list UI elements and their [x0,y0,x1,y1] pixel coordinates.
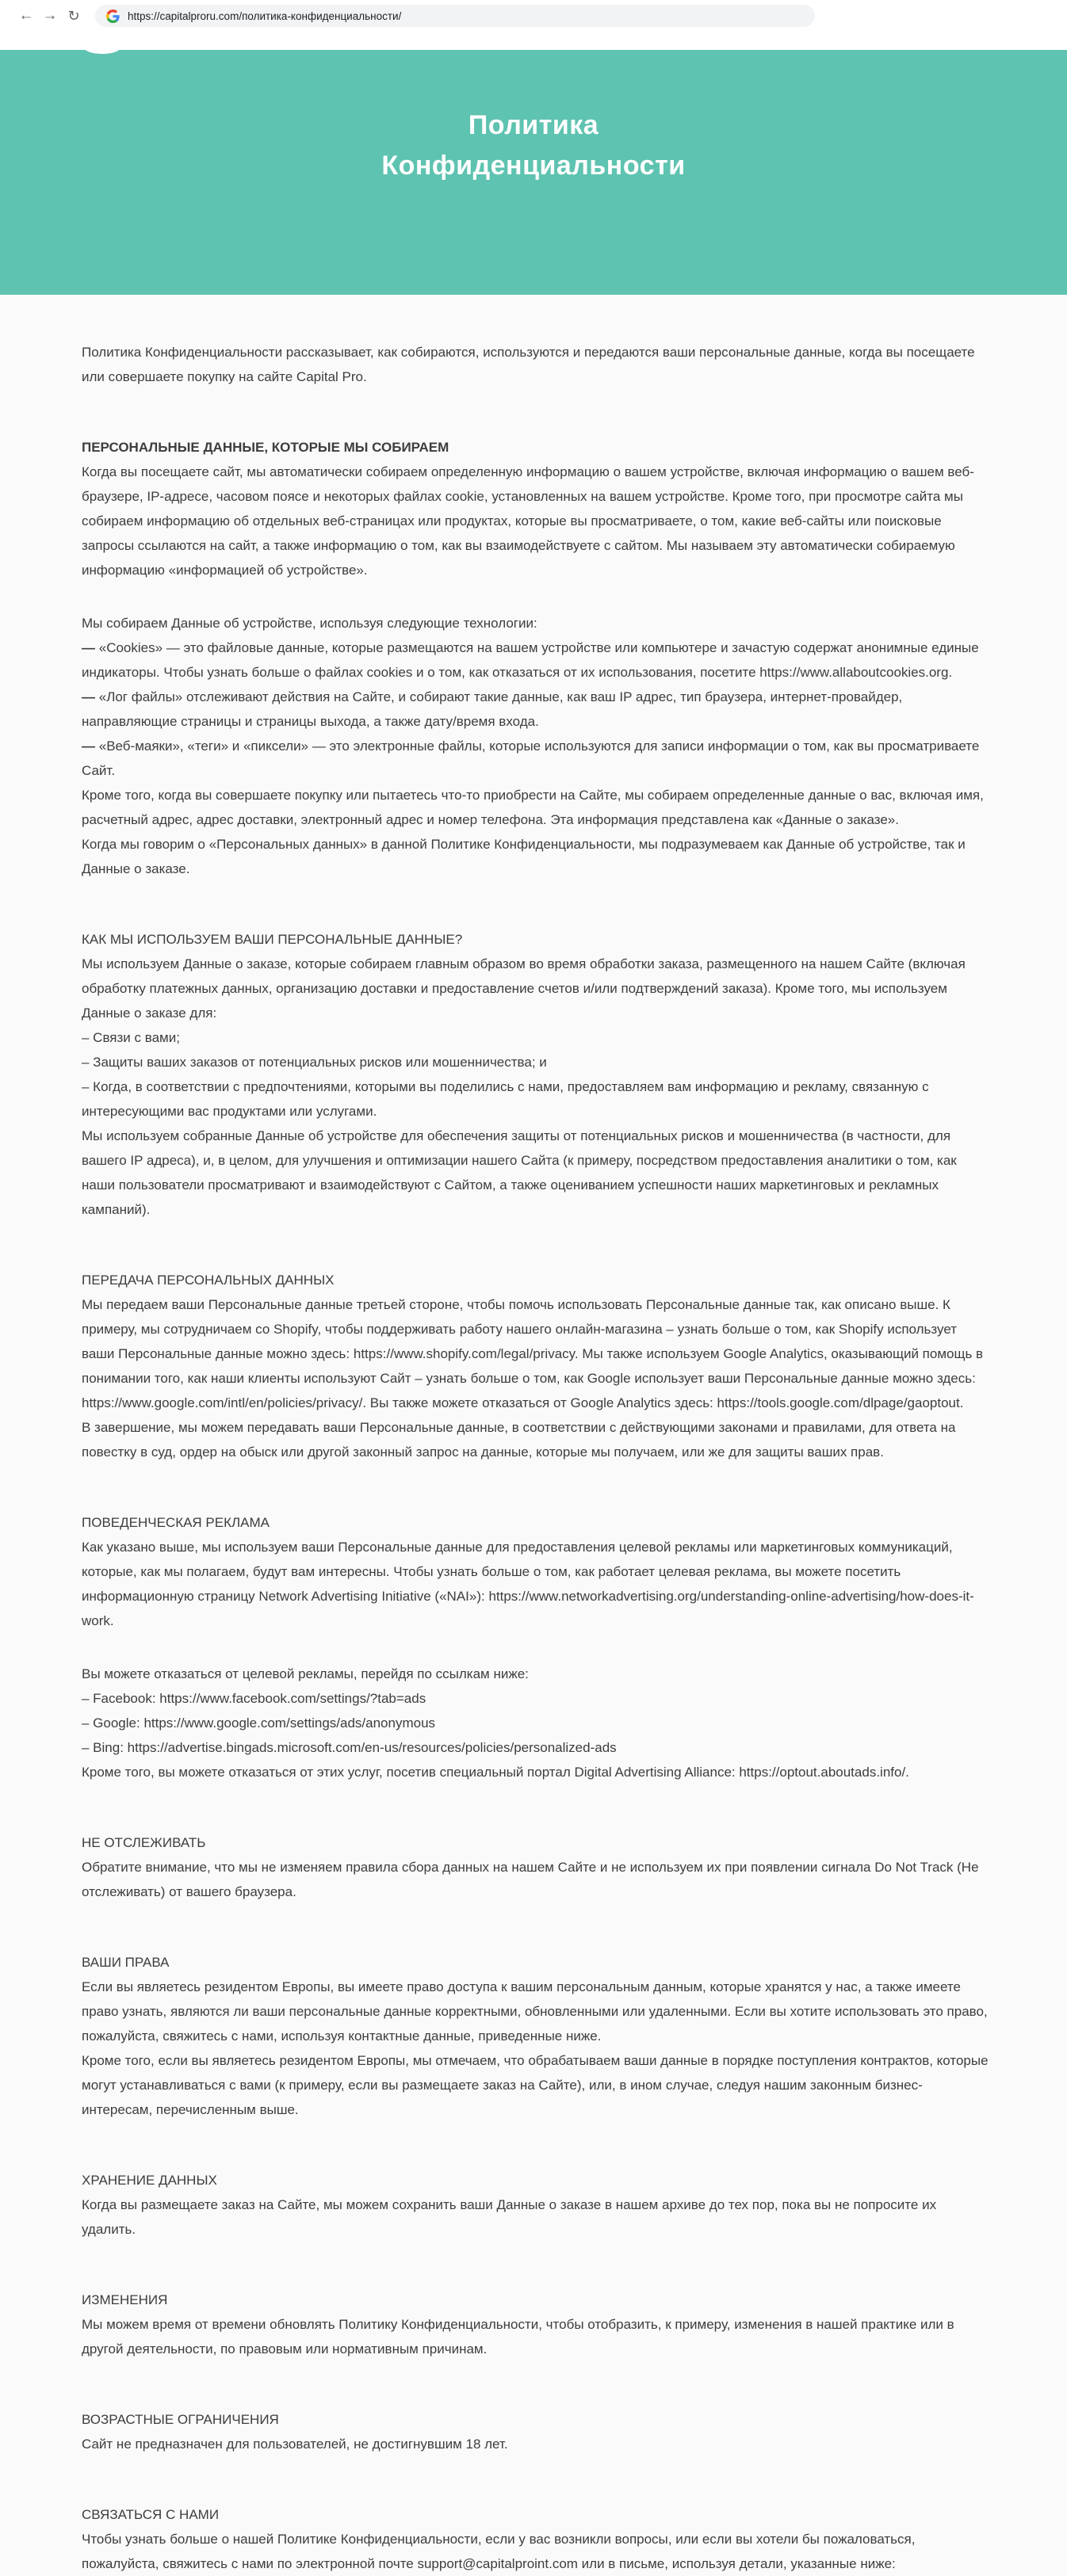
section-changes [82,2288,991,2361]
optout-links-list [82,1662,991,1760]
reload-icon[interactable]: ↻ [67,8,80,24]
list-item: – Связи с вами; [82,1030,180,1045]
section-heading: НЕ ОТСЛЕЖИВАТЬ [82,1835,206,1850]
section-behavioral-advertising [82,1510,991,1784]
section-sharing-personal-data [82,1268,991,1464]
section-your-rights [82,1950,991,2122]
section-paragraph: Мы можем время от времени обновлять Политику Конфиденциальности, чтобы отобразить, к примеру, изменения в нашей практике или в другой деятельности, по правовым или нормативным причинам. [82,2317,954,2357]
list-item-text: «Веб-маяки», «теги» и «пиксели» — это электронные файлы, которые используются для записи информации о том, как вы просматриваете Сайт. [82,738,980,778]
page-header [0,50,1067,295]
section-paragraph: Когда вы посещаете сайт, мы автоматически собираем определенную информацию о вашем устройстве, включая информацию о вашем веб-браузере, IP-адресе, часовом поясе и некоторых файлах cookie, установленных на вашем устройстве. Кроме того, при просмотре сайта мы собираем информацию об отдельных веб-страницах или продуктах, которые вы просматриваете, о том, какие веб-сайты или поисковые запросы ссылаются на сайт, а также информацию о том, как вы взаимодействуете с сайтом. Мы называем эту автоматически собираемую информацию «информацией об устройстве». [82,464,974,578]
section-heading: ХРАНЕНИЕ ДАННЫХ [82,2173,217,2188]
back-icon[interactable]: ← [18,7,34,24]
logo-notch [84,41,120,54]
section-paragraph: Обратите внимание, что мы не изменяем правила сбора данных на нашем Сайте и не используем их при появлении сигнала Do Not Track (Не отслеживать) от вашего браузера. [82,1860,979,1899]
list-intro: Вы можете отказаться от целевой рекламы, перейдя по ссылкам ниже: [82,1666,529,1681]
section-heading: ВОЗРАСТНЫЕ ОГРАНИЧЕНИЯ [82,2412,279,2427]
section-paragraph: Когда мы говорим о «Персональных данных» в данной Политике Конфиденциальности, мы подразумеваем как Данные об устройстве, так и Данные о заказе. [82,837,966,876]
address-bar[interactable] [95,5,815,27]
section-paragraph: Мы используем собранные Данные об устройстве для обеспечения защиты от потенциальных рисков и мошенничества (в частности, для вашего IP адреса), и, в целом, для улучшения и оптимизации нашего Сайта (к примеру, посредством предоставления аналитики о том, как наши пользователи просматривают и взаимодействуют с Сайтом, а также оцениванием успешности наших маркетинговых и рекламных кампаний). [82,1128,957,1217]
section-heading: ПЕРСОНАЛЬНЫЕ ДАННЫЕ, КОТОРЫЕ МЫ СОБИРАЕМ [82,440,449,455]
page-title-line1: Политика [468,110,599,140]
list-intro: Мы собираем Данные об устройстве, используя следующие технологии: [82,616,537,631]
section-heading: ВАШИ ПРАВА [82,1955,170,1970]
list-item [82,685,991,734]
dash-bullet: — [82,689,99,704]
list-item-text: «Лог файлы» отслеживают действия на Сайте, и собирают такие данные, как ваш IP адрес, тип браузера, интернет-провайдер, направляющие страницы и страницы выхода, а также дату/время входа. [82,689,903,729]
section-heading: КАК МЫ ИСПОЛЬЗУЕМ ВАШИ ПЕРСОНАЛЬНЫЕ ДАННЫЕ? [82,932,463,947]
section-paragraph: Мы передаем ваши Персональные данные третьей стороне, чтобы помочь использовать Персональные данные так, как описано выше. К примеру, мы сотрудничаем со Shopify, чтобы поддерживать работу нашего онлайн-магазина – узнать больше о том, как Shopify использует ваши Персональные данные можно здесь: https://www.shopify.com/legal/privacy. Мы также используем Google Analytics, оказывающий помощь в понимании того, как наши клиенты используют Сайт – узнать больше о том, как Google использует ваши Персональные данные можно здесь: https://www.google.com/intl/en/policies/privacy/. Вы также можете отказаться от Google Analytics здесь: https://tools.google.com/dlpage/gaoptout. [82,1297,984,1410]
intro-paragraph: Политика Конфиденциальности рассказывает, как собираются, используются и передаются ваши персональные данные, когда вы посещаете или совершаете покупку на сайте Capital Pro. [82,345,975,384]
section-heading: ПЕРЕДАЧА ПЕРСОНАЛЬНЫХ ДАННЫХ [82,1273,335,1288]
section-heading: ПОВЕДЕНЧЕСКАЯ РЕКЛАМА [82,1515,270,1530]
section-paragraph: Когда вы размещаете заказ на Сайте, мы можем сохранить ваши Данные о заказе в нашем архиве до тех пор, пока вы не попросите их удалить. [82,2197,937,2237]
google-g-icon [106,10,120,23]
section-heading: СВЯЗАТЬСЯ С НАМИ [82,2507,220,2522]
list-item: – Google: https://www.google.com/settings/ads/anonymous [82,1715,436,1731]
browser-toolbar [0,0,1067,50]
section-personal-data-collected [82,435,991,881]
page-title-line2: Конфиденциальности [381,151,686,181]
technologies-list [82,611,991,783]
section-paragraph: Кроме того, вы можете отказаться от этих услуг, посетив специальный портал Digital Advertising Alliance: https://optout.aboutads.info/. [82,1765,909,1780]
section-paragraph: Как указано выше, мы используем ваши Персональные данные для предоставления целевой рекламы или маркетинговых коммуникаций, которые, как мы полагаем, будут вам интересны. Чтобы узнать больше о том, как работает целевая реклама, вы можете посетить информационную страницу Network Advertising Initiative («NAI»): https://www.networkadvertising.org/understanding-online-advertising/how-does-it-work. [82,1540,974,1628]
section-paragraph: Кроме того, если вы являетесь резидентом Европы, мы отмечаем, что обрабатываем ваши данные в порядке поступления контрактов, которые могут устанавливаться с вами (к примеру, если вы размещаете заказ на Сайте), или, в ином случае, следуя нашим законным бизнес-интересам, перечисленным выше. [82,2053,989,2117]
list-item-text: «Cookies» — это файловые данные, которые размещаются на вашем устройстве или компьютере и зачастую содержат анонимные единые индикаторы. Чтобы узнать больше о файлах cookies и о том, как отказаться от их использования, посетите https://www.allaboutcookies.org. [82,640,979,680]
section-paragraph: Чтобы узнать больше о нашей Политике Конфиденциальности, если у вас возникли вопросы, или если вы хотели бы пожаловаться, пожалуйста, свяжитесь с нами по электронной почте support@capitalproint.com или в письме, используя детали, указанные ниже: [82,2532,916,2571]
list-item: – Facebook: https://www.facebook.com/settings/?tab=ads [82,1691,426,1706]
section-data-retention [82,2168,991,2242]
list-item: – Bing: https://advertise.bingads.microsoft.com/en-us/resources/policies/personalized-ads [82,1740,617,1755]
forward-icon[interactable]: → [42,7,58,24]
section-paragraph: Сайт не предназначен для пользователей, не достигнувшим 18 лет. [82,2437,508,2452]
section-heading: ИЗМЕНЕНИЯ [82,2292,168,2307]
policy-document [0,295,1067,2576]
dash-bullet: — [82,640,99,655]
list-item [82,635,991,685]
section-contact-us [82,2502,991,2576]
list-item: – Защиты ваших заказов от потенциальных рисков или мошенничества; и [82,1055,547,1070]
list-item [82,734,991,783]
page-title [0,50,1067,186]
section-paragraph: Мы используем Данные о заказе, которые собираем главным образом во время обработки заказа, размещенного на нашем Сайте (включая обработку платежных данных, организацию доставки и предоставление счетов и/или подтверждений заказа). Кроме того, мы используем Данные о заказе для: [82,956,966,1021]
dash-bullet: — [82,738,99,754]
section-paragraph: Если вы являетесь резидентом Европы, вы имеете право доступа к вашим персональным данным, которые хранятся у нас, а также имеете право узнать, являются ли ваши персональные данные корректными, обновленными или удаленными. Если вы хотите использовать это право, пожалуйста, свяжитесь с нами, используя контактные данные, приведенные ниже. [82,1979,988,2044]
section-age-restrictions [82,2407,991,2456]
section-how-we-use-data [82,927,991,1222]
list-item: – Когда, в соответствии с предпочтениями, которыми вы поделились с нами, предоставляем вам информацию и рекламу, связанную с интересующими вас продуктами или услугами. [82,1079,929,1119]
url-text: https://capitalproru.com/политика-конфиденциальности/ [128,10,402,22]
section-paragraph: Кроме того, когда вы совершаете покупку или пытаетесь что-то приобрести на Сайте, мы собираем определенные данные о вас, включая имя, расчетный адрес, адрес доставки, электронный адрес и номер телефона. Эта информация представлена как «Данные о заказе». [82,788,984,827]
section-do-not-track [82,1830,991,1904]
section-paragraph: В завершение, мы можем передавать ваши Персональные данные, в соответствии с действующими законами и правилами, для ответа на повестку в суд, ордер на обыск или другой законный запрос на данные, которые мы получаем, или же для защиты ваших прав. [82,1420,956,1460]
